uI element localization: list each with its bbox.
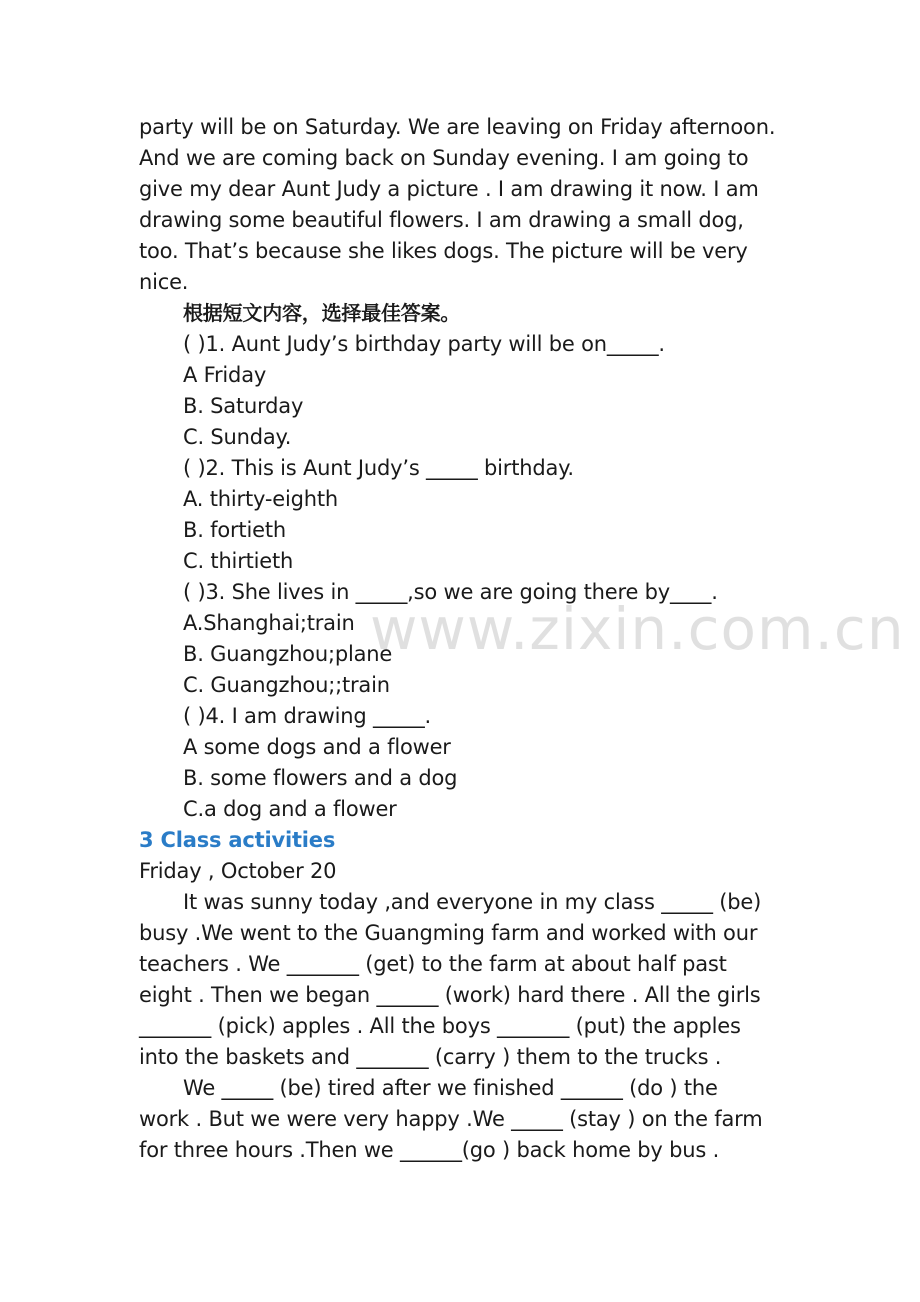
question-2	[139, 453, 799, 577]
watermark: www.zixin.com.cn	[370, 595, 905, 663]
diary-paragraph-2	[139, 1073, 799, 1166]
paragraph-line: eight . Then we began ______ (work) hard there . All the girls	[139, 983, 761, 1007]
passage-line: give my dear Aunt Judy a picture . I am drawing it now. I am	[139, 177, 759, 201]
paragraph-line: into the baskets and _______ (carry ) them to the trucks .	[139, 1045, 722, 1069]
passage-line: drawing some beautiful flowers. I am drawing a small dog,	[139, 208, 744, 232]
answer-option: B. Saturday	[183, 394, 304, 418]
paragraph-line: It was sunny today ,and everyone in my class _____ (be)	[183, 890, 762, 914]
answer-option: A. thirty-eighth	[183, 487, 338, 511]
answer-option: A some dogs and a flower	[183, 735, 451, 759]
answer-option: B. some flowers and a dog	[183, 766, 458, 790]
question-1	[139, 329, 799, 453]
paragraph-line: busy .We went to the Guangming farm and worked with our	[139, 921, 758, 945]
diary-paragraph-1	[139, 887, 799, 1073]
paragraph-line: teachers . We _______ (get) to the farm at about half past	[139, 952, 727, 976]
reading-passage	[139, 112, 799, 298]
answer-option: C.a dog and a flower	[183, 797, 397, 821]
answer-option: B. fortieth	[183, 518, 286, 542]
answer-option: A Friday	[183, 363, 267, 387]
paragraph-line: _______ (pick) apples . All the boys _______ (put) the apples	[139, 1014, 741, 1038]
question-4	[139, 701, 799, 825]
question-stem: ( )3. She lives in _____,so we are going there by____.	[183, 580, 718, 604]
passage-line: too. That’s because she likes dogs. The picture will be very	[139, 239, 748, 263]
answer-option: C. thirtieth	[183, 549, 294, 573]
instruction-heading: 根据短文内容，选择最佳答案。	[183, 301, 461, 325]
passage-line: And we are coming back on Sunday evening. I am going to	[139, 146, 749, 170]
section-title: 3 Class activities	[139, 828, 336, 852]
passage-line: party will be on Saturday. We are leaving on Friday afternoon.	[139, 115, 776, 139]
question-stem: ( )1. Aunt Judy’s birthday party will be on_____.	[183, 332, 665, 356]
question-stem: ( )4. I am drawing _____.	[183, 704, 431, 728]
answer-option: A.Shanghai;train	[183, 611, 355, 635]
paragraph-line: for three hours .Then we ______(go ) back home by bus .	[139, 1138, 720, 1162]
answer-option: B. Guangzhou;plane	[183, 642, 393, 666]
answer-option: C. Guangzhou;;train	[183, 673, 390, 697]
diary-date: Friday , October 20	[139, 859, 337, 883]
paragraph-line: We _____ (be) tired after we finished ______ (do ) the	[183, 1076, 718, 1100]
passage-line: nice.	[139, 270, 189, 294]
document-page	[139, 112, 799, 1166]
paragraph-line: work . But we were very happy .We _____ (stay ) on the farm	[139, 1107, 763, 1131]
answer-option: C. Sunday.	[183, 425, 292, 449]
question-3	[139, 577, 799, 701]
question-stem: ( )2. This is Aunt Judy’s _____ birthday.	[183, 456, 574, 480]
